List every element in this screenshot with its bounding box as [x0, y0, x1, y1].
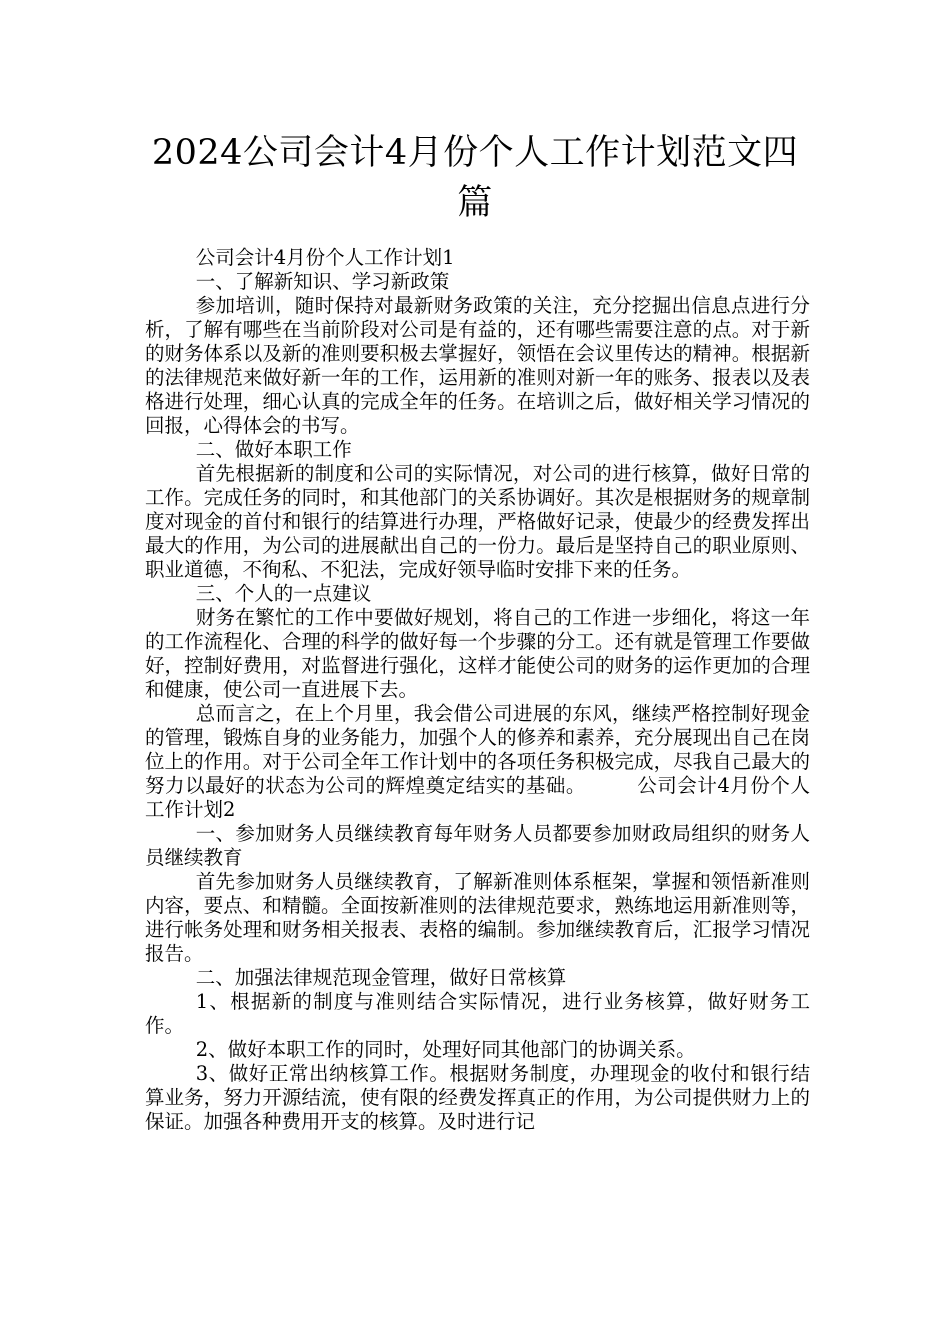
- section-heading: 一、了解新知识、学习新政策: [195, 270, 450, 293]
- section-heading: 一、参加财务人员继续教育每年财务人员都要参加财政局组织的财务人员继续教育: [145, 822, 810, 869]
- section-heading: 二、加强法律规范现金管理，做好日常核算: [195, 966, 567, 989]
- list-item: 2、做好本职工作的同时，处理好同其他部门的协调关系。: [195, 1038, 696, 1061]
- body-paragraph: [145, 702, 810, 822]
- plan-2-heading: 公司会计4月份个人工作计划2: [145, 774, 810, 821]
- plan-1-heading: 公司会计4月份个人工作计划1: [195, 246, 455, 269]
- conclusion-text: 总而言之，在上个月里，我会借公司进展的东风，继续严格控制好现金的管理，锻炼自身的业务能力，加强个人的修养和素养，充分展现出自己在岗位上的作用。对于公司全年工作计划中的各项任务积极完成，尽我自己最大的努力以最好的状态为公司的辉煌奠定结实的基础。: [145, 702, 810, 797]
- body-paragraph: 参加培训，随时保持对最新财务政策的关注，充分挖掘出信息点进行分析，了解有哪些在当前阶段对公司是有益的，还有哪些需要注意的点。对于新的财务体系以及新的准则要积极去掌握好，领悟在会议里传达的精神。根据新的法律规范来做好新一年的工作，运用新的准则对新一年的账务、报表以及表格进行处理，细心认真的完成全年的任务。在培训之后，做好相关学习情况的回报，心得体会的书写。: [145, 294, 810, 437]
- section-heading: 三、个人的一点建议: [195, 582, 372, 605]
- document-body: [145, 246, 810, 1134]
- body-paragraph: 首先根据新的制度和公司的实际情况，对公司的进行核算，做好日常的工作。完成任务的同时，和其他部门的关系协调好。其次是根据财务的规章制度对现金的首付和银行的结算进行办理，严格做好记录，使最少的经费发挥出最大的作用，为公司的进展献出自己的一份力。最后是坚持自己的职业原则、职业道德，不徇私、不犯法，完成好领导临时安排下来的任务。: [145, 462, 810, 581]
- list-item: 3、做好正常出纳核算工作。根据财务制度，办理现金的收付和银行结算业务，努力开源结流，使有限的经费发挥真正的作用，为公司提供财力上的保证。加强各种费用开支的核算。及时进行记: [145, 1062, 810, 1133]
- body-paragraph: 财务在繁忙的工作中要做好规划，将自己的工作进一步细化，将这一年的工作流程化、合理的科学的做好每一个步骤的分工。还有就是管理工作要做好，控制好费用，对监督进行强化，这样才能使公司的财务的运作更加的合理和健康，使公司一直进展下去。: [145, 606, 810, 701]
- body-paragraph: 首先参加财务人员继续教育，了解新准则体系框架，掌握和领悟新准则内容，要点、和精髓。全面按新准则的法律规范要求，熟练地运用新准则等，进行帐务处理和财务相关报表、表格的编制。参加继续教育后，汇报学习情况报告。: [145, 870, 810, 965]
- document-title: 2024公司会计4月份个人工作计划范文四篇: [151, 133, 799, 223]
- list-item: 1、根据新的制度与准则结合实际情况，进行业务核算，做好财务工作。: [145, 990, 810, 1037]
- section-heading: 二、做好本职工作: [195, 438, 352, 461]
